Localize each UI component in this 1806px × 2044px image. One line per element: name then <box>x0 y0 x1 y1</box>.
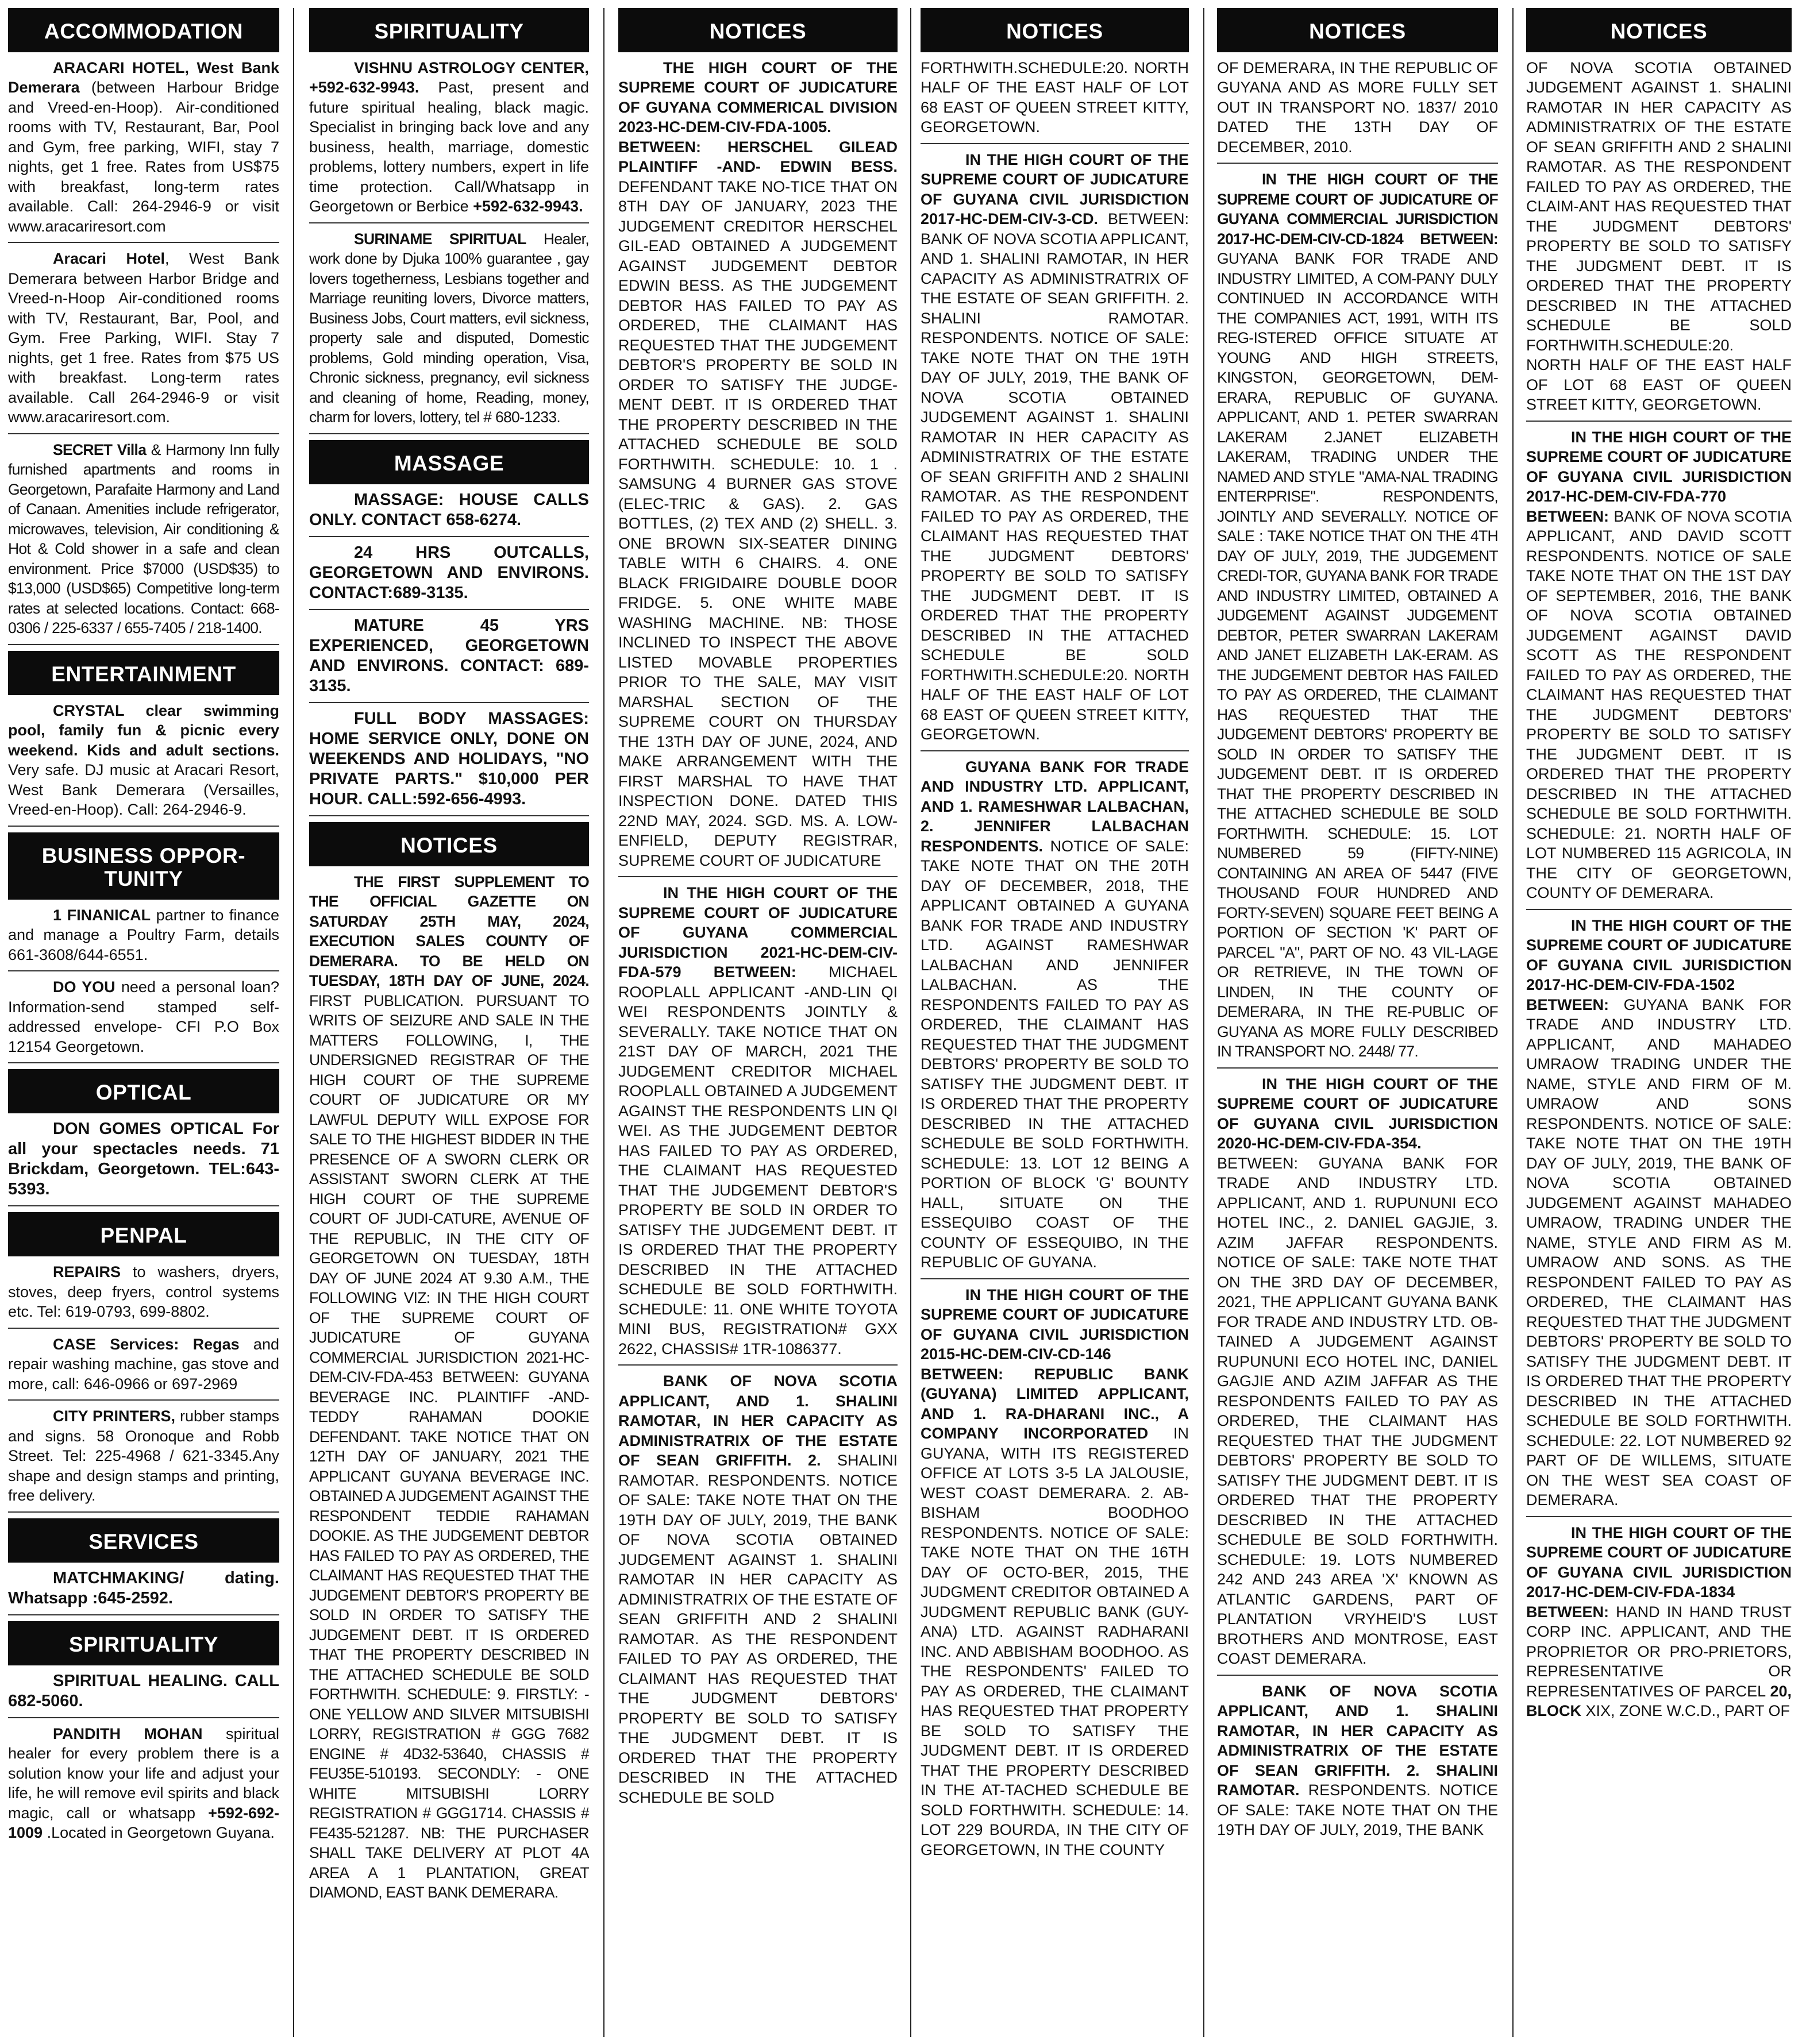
notice-first-supplement <box>309 872 589 1908</box>
ad-personal-loan <box>8 977 279 1063</box>
notice-continuation <box>1526 58 1792 422</box>
ad-body: and repair washing machine, gas stove and more, call: 646-0966 or 697-2969 <box>8 1335 279 1393</box>
ad-massage-house-calls <box>309 490 589 537</box>
ad-body: spiritual healer for every problem there is a solution know your life and adjust your life, he will remove evil spirits and black magic, call or whatsapp <box>8 1725 279 1822</box>
notice-lead: IN THE HIGH COURT OF THE SUPREME COURT OF JUDICATURE OF GUYANA CIVIL JURISDICTION 2017-HC-DEM-CIV-FDA-1834 BETWEEN: <box>1526 1524 1792 1621</box>
column-notices-3 <box>1217 8 1498 2037</box>
ad-massage-mature <box>309 616 589 703</box>
notice-body: GUYANA BANK FOR TRADE AND INDUSTRY LIMITED, A COM-PANY DULY CONTINUED IN ACCORDANCE WITH THE COMPANIES ACT, 1991, WITH ITS REG-ISTERED OFFICE SITUATE AT YOUNG AND HIGH STREETS, KINGSTON, GEORGETOWN, DEM-ERARA, REPUBLIC OF GUYANA. APPLICANT, AND 1. PETER SWARRAN LAKERAM 2.JANET ELIZABETH LAKERAM, TRADING UNDER THE NAMED AND STYLE "AMA-NAL TRADING ENTERPRISE". RESPONDENTS, JOINTLY AND SEVERALLY. NOTICE OF SALE : TAKE NOTICE THAT ON THE 4TH DAY OF JULY, 2019, THE JUDGEMENT CREDI-TOR, GUYANA BANK FOR TRADE AND INDUSTRY LIMITED, OBTAINED A JUDGEMENT AGAINST JUDGEMENT DEBTOR, PETER SWARRAN LAKERAM AND JANET ELIZABETH LAK-ERAM. AS THE JUDGEMENT DEBTOR HAS FAILED TO PAY AS ORDERED, THE CLAIMANT HAS REQUESTED THAT THE JUDGEMENT DEBTORS' PROPERTY BE SOLD IN ORDER TO SATISFY THE JUDGEMENT DEBT. IT IS ORDERED THAT THE PROPERTY DESCRIBED IN THE ATTACHED SCHEDULE BE SOLD FORTHWITH. SCHEDULE: 15. LOT NUMBERED 59 (FIFTY-NINE) CONTAINING AN AREA OF 5447 (FIVE THOUSAND FOUR HUNDRED AND FORTY-SEVEN) SQUARE FEET BEING A PORTION OF SECTION 'K' PART OF PARCEL "A", PART OF NO. 43 VIL-LAGE OR RETRIEVE, IN THE TOWN OF LINDEN, IN THE COUNTY OF DEMERARA, IN THE RE-PUBLIC OF GUYANA AS MORE FULLY DESCRIBED IN TRANSPORT NO. 2448/ 77. <box>1217 250 1498 1060</box>
notice-lead: IN THE HIGH COURT OF THE SUPREME COURT OF JUDICATURE OF GUYANA COMMERCIAL JURISDICTION 2017-HC-DEM-CIV-CD-1824 BETWEEN: <box>1217 171 1498 248</box>
notice-rooplall-lin <box>618 883 898 1366</box>
ad-tail: .Located in Georgetown Guyana. <box>43 1824 275 1842</box>
column-rule <box>1512 8 1514 2037</box>
section-header-notices: NOTICES <box>309 822 589 866</box>
notice-gilead-bess <box>618 58 898 878</box>
notice-body: NOTICE OF SALE: TAKE NOTE THAT ON THE 20TH DAY OF DECEMBER, 2018, THE APPLICANT OBTAINED A GUYANA BANK FOR TRADE AND INDUSTRY LTD. AGAINST RAMESHWAR LALBACHAN AND JENNIFER LALBACHAN. AS THE RESPONDENTS FAILED TO PAY AS ORDERED, THE CLAIMANT HAS REQUESTED THAT THE JUDGMENT DEBTORS' PROPERTY BE SOLD TO SATISFY THE JUDGMENT DEBT. IT IS ORDERED THAT THE PROPERTY DESCRIBED IN THE ATTACHED SCHEDULE BE SOLD FORTHWITH. SCHEDULE: 13. LOT 12 BEING A PORTION OF BLOCK 'G' BOUNTY HALL, SITUATE ON THE ESSEQUIBO COAST OF THE COUNTY OF ESSEQUIBO, IN THE REPUBLIC OF GUYANA. <box>921 837 1189 1271</box>
section-header-business-opportunity: BUSINESS OPPOR-TUNITY <box>8 832 279 900</box>
ad-body: (between Harbour Bridge and Vreed-en-Hoop). Air-conditioned rooms with TV, Restaurant, Bar, Pool and Gym, free parking, WIFI, stay 7 nights, get 1 free. Rates from US$75 with breakfast, long-term rates available. Call: 264-2946-9 or visit www.aracariresort.com <box>8 79 279 235</box>
ad-matchmaking <box>8 1568 279 1615</box>
section-header-services: SERVICES <box>8 1518 279 1563</box>
ad-massage-outcalls <box>309 543 589 610</box>
ad-phone: +592-692-1009 <box>8 1804 279 1842</box>
column-classifieds-2 <box>309 8 589 2037</box>
section-header-notices: NOTICES <box>1217 8 1498 52</box>
column-rule <box>603 8 604 2037</box>
section-header-penpal: PENPAL <box>8 1212 279 1256</box>
column-notices-1 <box>618 8 898 2037</box>
notice-lead: BANK OF NOVA SCOTIA APPLICANT, AND 1. SHALINI RAMOTAR, IN HER CAPACITY AS ADMINISTRATRIX OF THE ESTATE OF SEAN GRIFFITH. 2. SHALINI RAMOTAR. <box>1217 1682 1498 1799</box>
notice-gbti-lakeram <box>1217 169 1498 1069</box>
notice-body: DEFENDANT TAKE NO-TICE THAT ON 8TH DAY OF JANUARY, 2023 THE JUDGEMENT CREDITOR HERSCHEL GIL-EAD OBTAINED A JUDGEMENT AGAINST JUDGEMENT DEBTOR EDWIN BESS. AS THE JUDGEMENT DEBTOR HAS FAILED TO PAY AS ORDERED, THE CLAIMANT HAS REQUESTED THAT THE JUDGEMENT DEBTOR'S PROPERTY BE SOLD IN ORDER TO SATISFY THE JUDGE-MENT DEBT. IT IS ORDERED THAT THE PROPERTY DESCRIBED IN THE ATTACHED SCHEDULE BE SOLD FORTHWITH. SCHEDULE: 10. 1 . SAMSUNG 4 BURNER GAS STOVE (ELEC-TRIC & GAS). 2. GAS BOTTLES, (2) TEX AND (2) SHELL. 3. ONE BROWN SIX-SEATER DINING TABLE WITH 6 CHAIRS. 4. ONE BLACK FRIGIDAIRE DOUBLE DOOR FRIDGE. 5. ONE WHITE MABE WASHING MACHINE. NB: THOSE INCLINED TO INSPECT THE ABOVE LISTED MOVABLE PROPERTIES PRIOR TO THE SALE, MAY VISIT MARSHAL SECTION OF THE SUPREME COURT ON THURSDAY THE 13TH DAY OF JUNE, 2024, AND MAKE ARRANGEMENT WITH THE FIRST MARSHAL TO HAVE THAT INSPECTION DONE. DATED THIS 22ND MAY, 2024. SGD. MS. A. LOW-ENFIELD, DEPUTY REGISTRAR, SUPREME COURT OF JUDICATURE <box>618 178 898 869</box>
ad-body: MATCHMAKING/ dating. Whatsapp :645-2592. <box>8 1568 279 1607</box>
ad-massage-full-body <box>309 709 589 816</box>
notice-body: MICHAEL ROOPLALL APPLICANT -AND-LIN QI WEI RESPONDENTS JOINTLY & SEVERALLY. TAKE NOTICE THAT ON 21ST DAY OF MARCH, 2021 THE JUDGEMENT CREDITOR MICHAEL ROOPLALL OBTAINED A JUDGEMENT AGAINST THE RESPONDENTS LIN QI WEI. AS THE JUDGEMENT DEBTOR HAS FAILED TO PAY AS ORDERED, THE CLAIMANT HAS REQUESTED THAT THE JUDGEMENT DEBTOR'S PROPERTY BE SOLD IN ORDER TO SATISFY THE JUDGEMENT DEBT. IT IS ORDERED THAT THE PROPERTY DESCRIBED IN THE ATTACHED SCHEDULE BE SOLD FORTHWITH. SCHEDULE: 11. ONE WHITE TOYOTA MINI BUS, REGISTRATION# GXX 2622, CHASSIS# 1TR-1086377. <box>618 963 898 1357</box>
ad-body: need a personal loan? Information-send stamped self-addressed envelope- CFI P.O Box 12154 Georgetown. <box>8 978 279 1055</box>
ad-don-gomes-optical <box>8 1119 279 1206</box>
notice-nova-scotia-scott <box>1526 427 1792 910</box>
ad-crystal-pool <box>8 701 279 827</box>
ad-phone: +592-632-9943. <box>473 198 583 215</box>
notice-nova-scotia-ramotar <box>618 1371 898 1813</box>
ad-pandith-mohan <box>8 1724 279 1849</box>
ad-financial <box>8 905 279 972</box>
section-header-spirituality: SPIRITUALITY <box>8 1621 279 1665</box>
ad-lead: CITY PRINTERS, <box>53 1407 175 1425</box>
notice-continuation <box>1217 58 1498 164</box>
ad-vishnu-astrology <box>309 58 589 223</box>
ad-body: FULL BODY MASSAGES: HOME SERVICE ONLY, DONE ON WEEKENDS AND HOLIDAYS, "NO PRIVATE PARTS." $10,000 PER HOUR. CALL:592-656-4993. <box>309 709 589 808</box>
notice-body: RESPONDENTS. NOTICE OF SALE: TAKE NOTE THAT ON THE 19TH DAY OF JULY, 2019, THE BANK <box>1217 1781 1498 1839</box>
notice-body: BETWEEN: BANK OF NOVA SCOTIA APPLICANT, AND 1. SHALINI RAMOTAR, IN HER CAPACITY AS ADMINISTRATRIX OF THE ESTATE OF SEAN GRIFFITH. 2. SHALINI RAMOTAR. RESPONDENTS. NOTICE OF SALE: TAKE NOTE THAT ON THE 19TH DAY OF JULY, 2019, THE BANK OF NOVA SCOTIA OBTAINED JUDGEMENT AGAINST 1. SHALINI RAMOTAR IN HER CAPACITY AS ADMINISTRATRIX OF THE ESTATE OF SEAN GRIFFITH AND 2 SHALINI RAMOTAR. AS THE RESPONDENT FAILED TO PAY AS ORDERED, THE CLAIMANT HAS REQUESTED THAT THE JUDGMENT DEBTORS' PROPERTY BE SOLD TO SATISFY THE JUDGMENT DEBT. IT IS ORDERED THAT THE PROPERTY DESCRIBED IN THE ATTACHED SCHEDULE BE SOLD FORTHWITH.SCHEDULE:20. NORTH HALF OF THE EAST HALF OF LOT 68 EAST OF QUEEN STREET KITTY, GEORGETOWN. <box>921 210 1189 743</box>
ad-repairs <box>8 1262 279 1329</box>
column-rule <box>910 8 911 2037</box>
notice-body: BETWEEN: GUYANA BANK FOR TRADE AND INDUSTRY LTD. APPLICANT, AND 1. RUPUNUNI ECO HOTEL INC., 2. DANIEL GAGJIE, 3. AZIM JAFFAR RESPONDENTS. NOTICE OF SALE: TAKE NOTE THAT ON THE 3RD DAY OF DECEMBER, 2021, THE APPLICANT GUYANA BANK FOR TRADE AND INDUSTRY LTD. OB-TAINED A JUDGEMENT AGAINST RUPUNUNI ECO HOTEL INC, DANIEL GAGJIE AND AZIM JAFFAR AS THE RESPONDENTS FAILED TO PAY AS ORDERED, THE CLAIMANT HAS REQUESTED THAT THE JUDGMENT DEBTORS' PROPERTY BE SOLD TO SATISFY THE JUDGMENT DEBT. IT IS ORDERED THAT THE PROPERTY DESCRIBED IN THE ATTACHED SCHEDULE BE SOLD FORTHWITH. SCHEDULE: 19. LOTS NUMBERED 242 AND 243 AREA 'X' KNOWN AS ATLANTIC GARDENS, PART OF PLANTATION VRYHEID'S LUST BROTHERS AND MONTROSE, EAST COAST DEMERARA. <box>1217 1154 1498 1668</box>
ad-aracari-hotel <box>8 58 279 244</box>
ad-spiritual-healing <box>8 1671 279 1718</box>
notice-nova-scotia-3cd <box>921 150 1189 751</box>
notice-lead: IN THE HIGH COURT OF THE SUPREME COURT OF JUDICATURE OF GUYANA CIVIL JURISDICTION 2017-HC-DEM-CIV-FDA-1502 BETWEEN: <box>1526 916 1792 1013</box>
notice-body: FORTHWITH.SCHEDULE:20. NORTH HALF OF THE EAST HALF OF LOT 68 EAST OF QUEEN STREET KITTY, GEORGETOWN. <box>921 59 1189 136</box>
notice-body: SHALINI RAMOTAR. RESPONDENTS. NOTICE OF SALE: TAKE NOTE THAT ON THE 19TH DAY OF JULY, 2019, THE BANK OF NOVA SCOTIA OBTAINED JUDGEMENT AGAINST 1. SHALINI RAMOTAR IN HER CAPACITY AS ADMINISTRATRIX OF THE ESTATE OF SEAN GRIFFITH AND 2 SHALINI RAMOTAR. AS THE RESPONDENT FAILED TO PAY AS ORDERED, THE CLAIMANT HAS REQUESTED THAT THE JUDGMENT DEBTORS' PROPERTY BE SOLD TO SATISFY THE JUDGMENT DEBT. IT IS ORDERED THAT THE PROPERTY DESCRIBED IN THE ATTACHED SCHEDULE BE SOLD <box>618 1452 898 1806</box>
ad-body: rubber stamps and signs. 58 Oronoque and Robb Street. Tel: 225-4968 / 621-3345.Any shape and design stamps and printing, free delivery. <box>8 1407 279 1505</box>
ad-lead: 1 FINANICAL <box>53 906 151 924</box>
notice-lead: BANK OF NOVA SCOTIA APPLICANT, AND 1. SHALINI RAMOTAR, IN HER CAPACITY AS ADMINISTRATRIX OF THE ESTATE OF SEAN GRIFFITH. 2. <box>618 1372 898 1470</box>
notice-continuation <box>921 58 1189 144</box>
notice-nova-scotia-ramotar-2 <box>1217 1682 1498 1846</box>
notice-lead: IN THE HIGH COURT OF THE SUPREME COURT OF JUDICATURE OF GUYANA CIVIL JURISDICTION 2020-HC-DEM-CIV-FDA-354. <box>1217 1075 1498 1152</box>
notice-lead: IN THE HIGH COURT OF THE SUPREME COURT OF JUDICATURE OF GUYANA CIVIL JURISDICTION 2015-HC-DEM-CIV-CD-146 BETWEEN: REPUBLIC BANK (GUYANA) LIMITED APPLICANT, AND 1. RA-DHARANI INC., A COMPANY INCORPORATED <box>921 1286 1189 1443</box>
column-notices-2 <box>921 8 1189 2037</box>
ad-lead: DO YOU <box>53 978 115 996</box>
ad-body: & Harmony Inn fully furnished apartments and rooms in Georgetown, Parafaite Harmony and Land of Canaan. Amenities include refrigerator, microwaves, television, Air conditioning & Hot & Cold shower in a safe and clean environment. Price $7000 (USD$35) to $13,000 (USD$65) Competitive long-term rates at selected locations. Contact: 668-0306 / 225-6337 / 655-7405 / 218-1400. <box>8 441 279 637</box>
ad-case-services <box>8 1335 279 1401</box>
notice-body: BANK OF NOVA SCOTIA APPLICANT, AND DAVID SCOTT RESPONDENTS. NOTICE OF SALE TAKE NOTE THAT ON THE 1ST DAY OF SEPTEMBER, 2016, THE BANK OF NOVA SCOTIA OBTAINED JUDGEMENT AGAINST DAVID SCOTT AS THE RESPONDENT FAILED TO PAY AS ORDERED, THE CLAIMANT HAS REQUESTED THAT THE JUDGMENT DEBTORS' PROPERTY BE SOLD TO SATISFY THE JUDGMENT DEBT. IT IS ORDERED THAT THE PROPERTY DESCRIBED IN THE ATTACHED SCHEDULE BE SOLD FORTHWITH. SCHEDULE: 21. NORTH HALF OF LOT NUMBERED 115 AGRICOLA, IN THE CITY OF GEORGETOWN, COUNTY OF DEMERARA. <box>1526 507 1792 902</box>
section-header-accommodation: ACCOMMODATION <box>8 8 279 52</box>
column-rule <box>293 8 294 2037</box>
ad-suriname-spiritual <box>309 229 589 434</box>
ad-secret-villa <box>8 440 279 645</box>
section-header-entertainment: ENTERTAINMENT <box>8 651 279 695</box>
notice-tail: XIX, ZONE W.C.D., PART OF <box>1581 1702 1790 1720</box>
ad-lead: Aracari Hotel <box>53 250 165 268</box>
ad-lead: CRYSTAL clear swimming pool, family fun & picnic every weekend. Kids and adult sections. <box>8 701 279 759</box>
section-header-optical: OPTICAL <box>8 1069 279 1113</box>
column-notices-4 <box>1526 8 1792 2037</box>
notice-lead: GUYANA BANK FOR TRADE AND INDUSTRY LTD. APPLICANT, AND 1. RAMESHWAR LALBACHAN, 2. JENNIFER LALBACHAN RESPONDENTS. <box>921 758 1189 855</box>
section-header-spirituality: SPIRITUALITY <box>309 8 589 52</box>
ad-lead: REPAIRS <box>53 1263 121 1281</box>
ad-body: Healer, work done by Djuka 100% guarantee , gay lovers togetherness, Lesbians together and Marriage reuniting lovers, Divorce matters, Business Jobs, Court matters, evil sickness, property sale and disputed, Domestic problems, Gold minding operation, Visa, Chronic sickness, pregnancy, evil sickness and cleaning of home, Reading, money, charm for lovers, lottery, tel # 680-1233. <box>309 230 589 426</box>
ad-body: MATURE 45 YRS EXPERIENCED, GEORGETOWN AND ENVIRONS. CONTACT: 689-3135. <box>309 616 589 695</box>
notice-gbti-umraow <box>1526 916 1792 1517</box>
notice-body: IN GUYANA, WITH ITS REGISTERED OFFICE AT LOTS 3-5 LA JALOUSIE, WEST COAST DEMERARA. 2. AB-BISHAM BOODHOO RESPONDENTS. NOTICE OF SALE: TAKE NOTE THAT ON THE 16TH DAY OF OCTO-BER, 2015, THE JUDGMENT CREDITOR OBTAINED A JUDGMENT REPUBLIC BANK (GUY-ANA) LTD. AGAINST RADHARANI INC. AND ABBISHAM BOODHOO. AS THE RESPONDENTS' FAILED TO PAY AS ORDERED, THE CLAIMANT HAS REQUESTED THAT PROPERTY BE SOLD TO SATISFY THE JUDGMENT DEBT. IT IS ORDERED THAT THE PROPERTY DESCRIBED IN THE AT-TACHED SCHEDULE BE SOLD FORTHWITH. SCHEDULE: 14. LOT 229 BOURDA, IN THE CITY OF GEORGETOWN, IN THE COUNTY <box>921 1425 1189 1858</box>
notice-lead: IN THE HIGH COURT OF THE SUPREME COURT OF JUDICATURE OF GUYANA CIVIL JURISDICTION 2017-HC-DEM-CIV-3-CD. <box>921 151 1189 228</box>
ad-body: partner to finance and manage a Poultry Farm, details 661-3608/644-6551. <box>8 906 279 963</box>
ad-aracari-hotel-2 <box>8 249 279 434</box>
ad-body: SPIRITUAL HEALING. CALL 682-5060. <box>8 1671 279 1710</box>
notice-gbti-rupununi <box>1217 1074 1498 1676</box>
notice-body: GUYANA BANK FOR TRADE AND INDUSTRY LTD. APPLICANT, AND MAHADEO UMRAOW TRADING UNDER THE NAME, STYLE AND FIRM OF M. UMRAOW AND SONS RESPONDENTS. NOTICE OF SALE: TAKE NOTE THAT ON THE 19TH DAY OF JULY, 2019, THE BANK OF NOVA SCOTIA OBTAINED JUDGEMENT AGAINST MAHADEO UMRAOW, TRADING UNDER THE NAME, STYLE AND FIRM AS M. UMRAOW AND SONS. AS THE RESPONDENT FAILED TO PAY AS ORDERED, THE CLAIMANT HAS REQUESTED THAT THE JUDGMENT DEBTORS' PROPERTY BE SOLD TO SATISFY THE JUDGMENT DEBT. IT IS ORDERED THAT THE PROPERTY DESCRIBED IN THE ATTACHED SCHEDULE BE SOLD FORTHWITH. SCHEDULE: 22. LOT NUMBERED 92 PART OF DE WILLEMS, SITUATE ON THE WEST SEA COAST OF DEMERARA. <box>1526 996 1792 1509</box>
ad-body: 24 HRS OUTCALLS, GEORGETOWN AND ENVIRONS. CONTACT:689-3135. <box>309 543 589 602</box>
ad-body: Past, present and future spiritual healing, black magic. Specialist in bringing back love and any business, health, marriage, domestic problems, lottery numbers, expert in life time protection. Call/Whatsapp in Georgetown or Berbice <box>309 79 589 215</box>
ad-body: DON GOMES OPTICAL For all your spectacles needs. 71 Brickdam, Georgetown. TEL:643-5393. <box>8 1120 279 1199</box>
ad-lead: CASE Services: Regas <box>53 1335 240 1353</box>
notice-gbti-lalbachan <box>921 757 1189 1279</box>
ad-body: , West Bank Demerara between Harbor Bridge and Vreed-n-Hoop Air-conditioned rooms with TV, Restaurant, Bar, Pool, and Gym. Free Parking, WIFI. Stay 7 nights, get 1 free. Rates from $75 US with breakfast. Long-term rates available. Call 264-2946-9 or visit www.aracariresort.com. <box>8 250 279 426</box>
notice-body: OF DEMERARA, IN THE REPUBLIC OF GUYANA AND AS MORE FULLY SET OUT IN TRANSPORT NO. 1837/ 2010 DATED THE 13TH DAY OF DECEMBER, 2010. <box>1217 59 1498 156</box>
notice-lead: THE HIGH COURT OF THE SUPREME COURT OF JUDICATURE OF GUYANA COMMERICAL DIVISION 2023-HC-DEM-CIV-FDA-1005. BETWEEN: HERSCHEL GILEAD PLAINTIFF -AND- EDWIN BESS. <box>618 59 898 176</box>
section-header-notices: NOTICES <box>1526 8 1792 52</box>
section-header-notices: NOTICES <box>921 8 1189 52</box>
column-classifieds-1 <box>8 8 279 2037</box>
notice-hand-in-hand <box>1526 1523 1792 1727</box>
ad-body: Very safe. DJ music at Aracari Resort, West Bank Demerara (Versailles, Vreed-en-Hoop). Call: 264-2946-9. <box>8 761 279 819</box>
ad-lead: SURINAME SPIRITUAL <box>354 230 526 248</box>
ad-body: MASSAGE: HOUSE CALLS ONLY. CONTACT 658-6274. <box>309 490 589 529</box>
column-rule <box>1203 8 1204 2037</box>
ad-body: to washers, dryers, stoves, deep fryers, control systems etc. Tel: 619-0793, 699-8802. <box>8 1263 279 1321</box>
ad-lead: SECRET Villa <box>53 441 147 458</box>
notice-body: FIRST PUBLICATION. PURSUANT TO WRITS OF SEIZURE AND SALE IN THE MATTERS FOLLOWING, I, THE UNDERSIGNED REGISTRAR OF THE HIGH COURT OF THE SUPREME COURT OF JUDICATURE OR MY LAWFUL DEPUTY WILL EXPOSE FOR SALE TO THE HIGHEST BIDDER IN THE PRESENCE OF A SWORN CLERK OR ASSISTANT SWORN CLERK AT THE HIGH COURT OF THE SUPREME COURT OF JUDI-CATURE, AVENUE OF THE REPUBLIC, IN THE CITY OF GEORGETOWN ON TUESDAY, 18TH DAY OF JUNE 2024 AT 9.30 A.M., THE FOLLOWING VIZ: IN THE HIGH COURT OF THE SUPREME COURT OF JUDICATURE OF GUYANA COMMERCIAL JURISDICTION 2021-HC-DEM-CIV-FDA-453 BETWEEN: GUYANA BEVERAGE INC. PLAINTIFF -AND- TEDDY RAHAMAN DOOKIE DEFENDANT. TAKE NOTICE THAT ON 12TH DAY OF JANUARY, 2021 THE APPLICANT GUYANA BEVERAGE INC. OBTAINED A JUDGEMENT AGAINST THE RESPONDENT TEDDIE RAHAMAN DOOKIE. AS THE JUDGEMENT DEBTOR HAS FAILED TO PAY AS ORDERED, THE CLAIMANT HAS REQUESTED THAT THE JUDGEMENT DEBTOR'S PROPERTY BE SOLD IN ORDER TO SATISFY THE JUDGEMENT DEBT. IT IS ORDERED THAT THE PROPERTY DESCRIBED IN THE ATTACHED SCHEDULE BE SOLD FORTHWITH. SCHEDULE: 9. FIRSTLY: - ONE YELLOW AND SILVER MITSUBISHI LORRY, REGISTRATION # GGG 7682 ENGINE # 4D32-53640, CHASSIS # FEU35E-510193. SECONDLY: - ONE WHITE MITSUBISHI LORRY REGISTRATION # GGG1714. CHASSIS # FE435-521287. NB: THE PURCHASER SHALL TAKE DELIVERY AT PLOT 4A AREA A 1 PLANTATION, GREAT DIAMOND, EAST BANK DEMERARA. <box>309 992 589 1902</box>
notice-body: HAND IN HAND TRUST CORP INC. APPLICANT, AND THE PROPRIETOR OR PRO-PRIETORS, REPRESENTATIVE OR REPRESENTATIVES OF PARCEL <box>1526 1603 1792 1700</box>
ad-lead: VISHNU ASTROLOGY CENTER, +592-632-9943. <box>309 59 589 97</box>
notice-bold: 20, BLOCK <box>1526 1682 1792 1720</box>
ad-lead: ARACARI HOTEL, West Bank Demerara <box>8 59 279 97</box>
notice-republic-bank-radharani <box>921 1285 1189 1866</box>
notice-lead: THE FIRST SUPPLEMENT TO THE OFFICIAL GAZETTE ON SATURDAY 25TH MAY, 2024, EXECUTION SALES COUNTY OF DEMERARA. TO BE HELD ON TUESDAY, 18TH DAY OF JUNE, 2024. <box>309 873 589 990</box>
section-header-notices: NOTICES <box>618 8 898 52</box>
notice-body: OF NOVA SCOTIA OBTAINED JUDGEMENT AGAINST 1. SHALINI RAMOTAR IN HER CAPACITY AS ADMINISTRATRIX OF THE ESTATE OF SEAN GRIFFITH AND 2 SHALINI RAMOTAR. AS THE RESPONDENT FAILED TO PAY AS ORDERED, THE CLAIM-ANT HAS REQUESTED THAT THE JUDGMENT DEBTORS' PROPERTY BE SOLD TO SATISFY THE JUDGMENT DEBT. IT IS ORDERED THAT THE PROPERTY DESCRIBED IN THE ATTACHED SCHEDULE BE SOLD FORTHWITH.SCHEDULE:20. NORTH HALF OF THE EAST HALF OF LOT 68 EAST OF QUEEN STREET KITTY, GEORGETOWN. <box>1526 59 1792 414</box>
section-header-massage: MASSAGE <box>309 440 589 484</box>
notice-lead: IN THE HIGH COURT OF THE SUPREME COURT OF JUDICATURE OF GUYANA CIVIL JURISDICTION 2017-HC-DEM-CIV-FDA-770 BETWEEN: <box>1526 428 1792 525</box>
ad-lead: PANDITH MOHAN <box>53 1725 203 1742</box>
ad-city-printers <box>8 1406 279 1513</box>
notice-lead: IN THE HIGH COURT OF THE SUPREME COURT OF JUDICATURE OF GUYANA COMMERCIAL JURISDICTION 2021-HC-DEM-CIV-FDA-579 BETWEEN: <box>618 884 898 981</box>
